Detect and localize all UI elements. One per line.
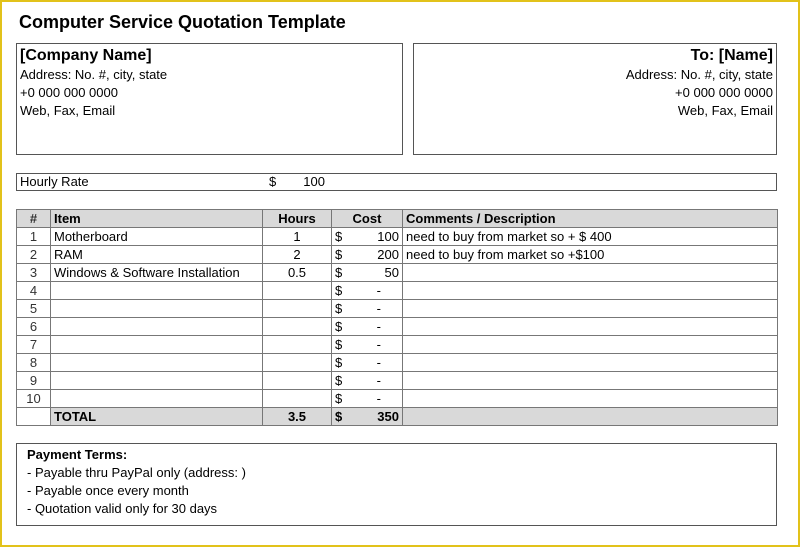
row-cost-cell — [332, 336, 403, 354]
table-row — [17, 246, 778, 264]
payment-term-line: - Payable once every month — [27, 483, 189, 498]
row-cost: - — [376, 301, 381, 316]
header-number: # — [17, 210, 51, 228]
row-number: 2 — [17, 246, 51, 264]
row-number: 7 — [17, 336, 51, 354]
table-row — [17, 228, 778, 246]
payment-term-line: - Quotation valid only for 30 days — [27, 501, 218, 516]
row-item — [51, 390, 263, 408]
company-contact: Web, Fax, Email — [20, 103, 116, 118]
items-table — [16, 209, 778, 426]
row-currency: $ — [335, 373, 343, 388]
row-cost: 100 — [377, 229, 399, 244]
row-number: 9 — [17, 372, 51, 390]
row-item: Motherboard — [51, 228, 263, 246]
recipient-address: Address: No. #, city, state — [625, 67, 773, 82]
table-row — [17, 372, 778, 390]
row-item — [51, 300, 263, 318]
row-hours — [263, 336, 332, 354]
company-info-box — [16, 43, 403, 155]
header-cost: Cost — [332, 210, 403, 228]
row-hours: 1 — [263, 228, 332, 246]
row-currency: $ — [335, 301, 343, 316]
header-item: Item — [51, 210, 263, 228]
header-hours: Hours — [263, 210, 332, 228]
row-number: 8 — [17, 354, 51, 372]
row-hours — [263, 390, 332, 408]
company-phone: +0 000 000 0000 — [20, 85, 118, 100]
recipient-name: To: [Name] — [690, 47, 773, 64]
row-cost: 50 — [384, 265, 399, 280]
row-cost: - — [376, 391, 381, 406]
row-currency: $ — [335, 337, 343, 352]
row-number: 1 — [17, 228, 51, 246]
page-title: Computer Service Quotation Template — [19, 12, 346, 32]
row-cost: - — [376, 283, 381, 298]
hourly-rate-row — [16, 173, 777, 191]
row-currency: $ — [335, 355, 343, 370]
total-hours: 3.5 — [263, 408, 332, 426]
row-comment — [403, 354, 778, 372]
row-cost: - — [376, 337, 381, 352]
hourly-rate-value: 100 — [303, 174, 325, 189]
total-cost-cell — [332, 408, 403, 426]
row-item: RAM — [51, 246, 263, 264]
table-row — [17, 264, 778, 282]
row-number: 6 — [17, 318, 51, 336]
table-row — [17, 300, 778, 318]
row-cost-cell — [332, 354, 403, 372]
table-row — [17, 390, 778, 408]
row-currency: $ — [335, 247, 343, 262]
table-row — [17, 354, 778, 372]
row-item — [51, 372, 263, 390]
total-row — [17, 408, 778, 426]
row-hours — [263, 318, 332, 336]
recipient-info-box — [413, 43, 777, 155]
total-currency: $ — [335, 409, 343, 424]
table-header-row — [17, 210, 778, 228]
row-comment — [403, 372, 778, 390]
row-cost-cell — [332, 264, 403, 282]
recipient-contact: Web, Fax, Email — [677, 103, 773, 118]
row-currency: $ — [335, 229, 343, 244]
total-comment-cell — [403, 408, 778, 426]
row-cost-cell — [332, 228, 403, 246]
total-label: TOTAL — [51, 408, 263, 426]
row-comment: need to buy from market so +$100 — [403, 246, 778, 264]
row-currency: $ — [335, 391, 343, 406]
row-currency: $ — [335, 319, 343, 334]
table-row — [17, 336, 778, 354]
payment-terms-heading: Payment Terms: — [27, 447, 128, 462]
company-name: [Company Name] — [20, 47, 152, 64]
row-cost: - — [376, 355, 381, 370]
row-comment — [403, 390, 778, 408]
payment-term-line: - Payable thru PayPal only (address: ) — [27, 465, 246, 480]
row-currency: $ — [335, 265, 343, 280]
row-hours — [263, 372, 332, 390]
row-number: 5 — [17, 300, 51, 318]
company-address: Address: No. #, city, state — [20, 67, 168, 82]
row-cost-cell — [332, 390, 403, 408]
row-cost-cell — [332, 372, 403, 390]
recipient-phone: +0 000 000 0000 — [675, 85, 773, 100]
row-hours — [263, 354, 332, 372]
row-cost-cell — [332, 300, 403, 318]
row-comment — [403, 318, 778, 336]
row-comment — [403, 282, 778, 300]
row-cost: - — [376, 319, 381, 334]
row-hours — [263, 282, 332, 300]
row-item — [51, 336, 263, 354]
row-number: 10 — [17, 390, 51, 408]
row-number: 4 — [17, 282, 51, 300]
row-currency: $ — [335, 283, 343, 298]
row-comment — [403, 336, 778, 354]
row-cost: - — [376, 373, 381, 388]
row-hours — [263, 300, 332, 318]
row-cost-cell — [332, 282, 403, 300]
header-comments: Comments / Description — [403, 210, 778, 228]
row-hours: 2 — [263, 246, 332, 264]
table-row — [17, 318, 778, 336]
hourly-rate-label: Hourly Rate — [20, 174, 89, 189]
row-item: Windows & Software Installation — [51, 264, 263, 282]
row-cost-cell — [332, 246, 403, 264]
table-row — [17, 282, 778, 300]
row-hours: 0.5 — [263, 264, 332, 282]
total-cost: 350 — [377, 409, 399, 424]
total-number-cell — [17, 408, 51, 426]
hourly-rate-currency: $ — [269, 174, 277, 189]
payment-terms-box — [16, 443, 777, 526]
row-item — [51, 282, 263, 300]
row-item — [51, 354, 263, 372]
row-comment: need to buy from market so + $ 400 — [403, 228, 778, 246]
row-comment — [403, 300, 778, 318]
row-cost: 200 — [377, 247, 399, 262]
row-number: 3 — [17, 264, 51, 282]
row-comment — [403, 264, 778, 282]
row-item — [51, 318, 263, 336]
row-cost-cell — [332, 318, 403, 336]
